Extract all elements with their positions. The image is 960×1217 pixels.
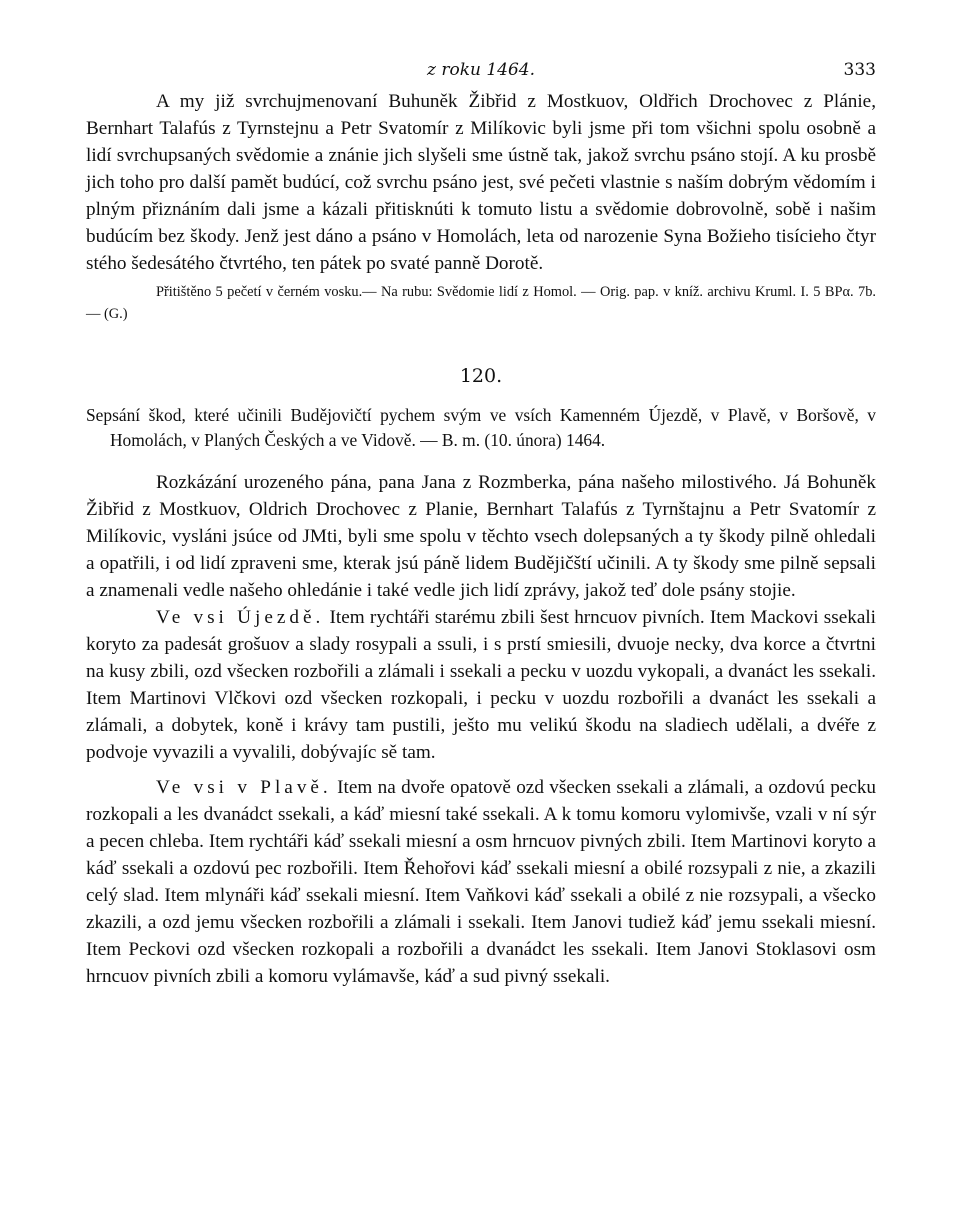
running-head [86,60,876,88]
document-paragraph-1: Rozkázání urozeného pána, pana Jana z Rozmberka, pána našeho milostivého. Já Bohuněk Žibřid z Mostkuov, Oldrich Drochovec z Planie, Bernhart Talafús z Tyrnštajnu a Petr Svatomír z Milíkovic, vysláni jsúce od JMti, byli sme spolu v těchto vsech dolepsaných a ty škody pilně ohledali a opatřili, i od lidí zpraveni sme, kterak jsú páně lidem Budějičští učinili. A ty škody sme pilně sepsali a znamenali vedle našeho ohledánie i také vedle jich lidí zprávy, jakož teď dole psány stojie. [86,472,876,601]
village-heading-ujezd: Ve vsi Újezdě. [156,607,325,628]
closing-paragraph: A my již svrchujmenovaní Buhuněk Žibřid z Mostkuov, Oldřich Drochovec z Plánie, Bernhart Talafús z Tyrnstejnu a Petr Svatomír z Milíkovic byli jsme při tom všichni spolu osobně a lidí svrchupsaných svědomie a znánie jich slyšeli sme ústně tak, jakož svrchu psáno stojí. A ku prosbě jich toho pro další pamět budúcí, což svrchu psáno jest, své pečeti vlastnie s naším dobrým vědomím i plným přiznáním dali jsme a kázali přitisknúti k tomuto listu a svědomie dobrovolně, sobě i našim budúcím bez škody. Jenž jest dáno a psáno v Homolách, leta od narozenie Syna Božieho tisícieho čtyr stého šedesátého čtvrtého, ten pátek po svaté panně Dorotě. [86,91,876,274]
village-heading-plava: Ve vsi v Plavě. [156,777,332,798]
document-regest: Sepsání škod, které učinili Budějovičtí pychem svým ve vsích Kamenném Újezdě, v Plavě, v Boršově, v Homolách, v Planých Českých a ve Vidově. — B. m. (10. února) 1464. [86,405,876,450]
archival-note: Přitištěno 5 pečetí v černém vosku.— Na rubu: Svědomie lidí z Homol. — Orig. pap. v kníž. archivu Kruml. I. 5 BPα. 7b. — (G.) [86,284,876,322]
document-number: 120. [459,365,503,387]
document-page [86,60,876,990]
paragraph-3-text: Item na dvoře opatově ozd všecken ssekali a zlámali, a ozdovú pecku rozkopali a les dvanádct ssekali, a káď miesní také ssekali. A k tomu komoru vylomivše, vzali v ní sýr a pecen chleba. Item rychtáři káď ssekali miesní a osm hrncuov pivných zbili. Item Martinovi koryto a káď ssekali a ozdovú pec rozbořili. Item Řehořovi káď ssekali miesní a obilé rozsypali z nie, a zkazili celý slad. Item mlynáři káď ssekali miesní. Item Vaňkovi káď ssekali a obilé z nie rozsypali, a všecko zkazili, a ozd jemu všecken rozbořili a zlámali i ssekali. Item Janovi tudiež káď jemu ssekali miesní. Item Peckovi ozd všecken rozkopali a rozbořili a dvanádct les ssekali. Item Janovi Stoklasovi osm hrncuov pivních zbili a komoru vylámavše, káď a sud pivný ssekali. [86,777,877,987]
running-title: z roku 1464. [426,60,536,80]
document-paragraph-3 [86,774,876,990]
paragraph-2-text: Item rychtáři starému zbili šest hrncuov pivních. Item Mackovi ssekali koryto za padesát grošuov a slady rosypali a ssuli, i s prstí smiesili, dvuoje necky, dva korce a čtvrtni na kusy zbili, ozd všecken rozbořili a zlámali i ssekali a pecku v uozdu vykopali, a dvanáct les ssekali. Item Martinovi Vlčkovi ozd všecken rozkopali, i pecku v uozdu rozbořili a dvanáct les ssekali a zlámali, a dobytek, koně i krávy tam pustili, ješto mu velikú škodu na sladiech udělali, a dvéře z podvoje vyvazili a vyvalili, dobývajíc sě tam. [86,607,877,763]
document-paragraph-2 [86,604,876,766]
page-number: 333 [843,60,876,80]
